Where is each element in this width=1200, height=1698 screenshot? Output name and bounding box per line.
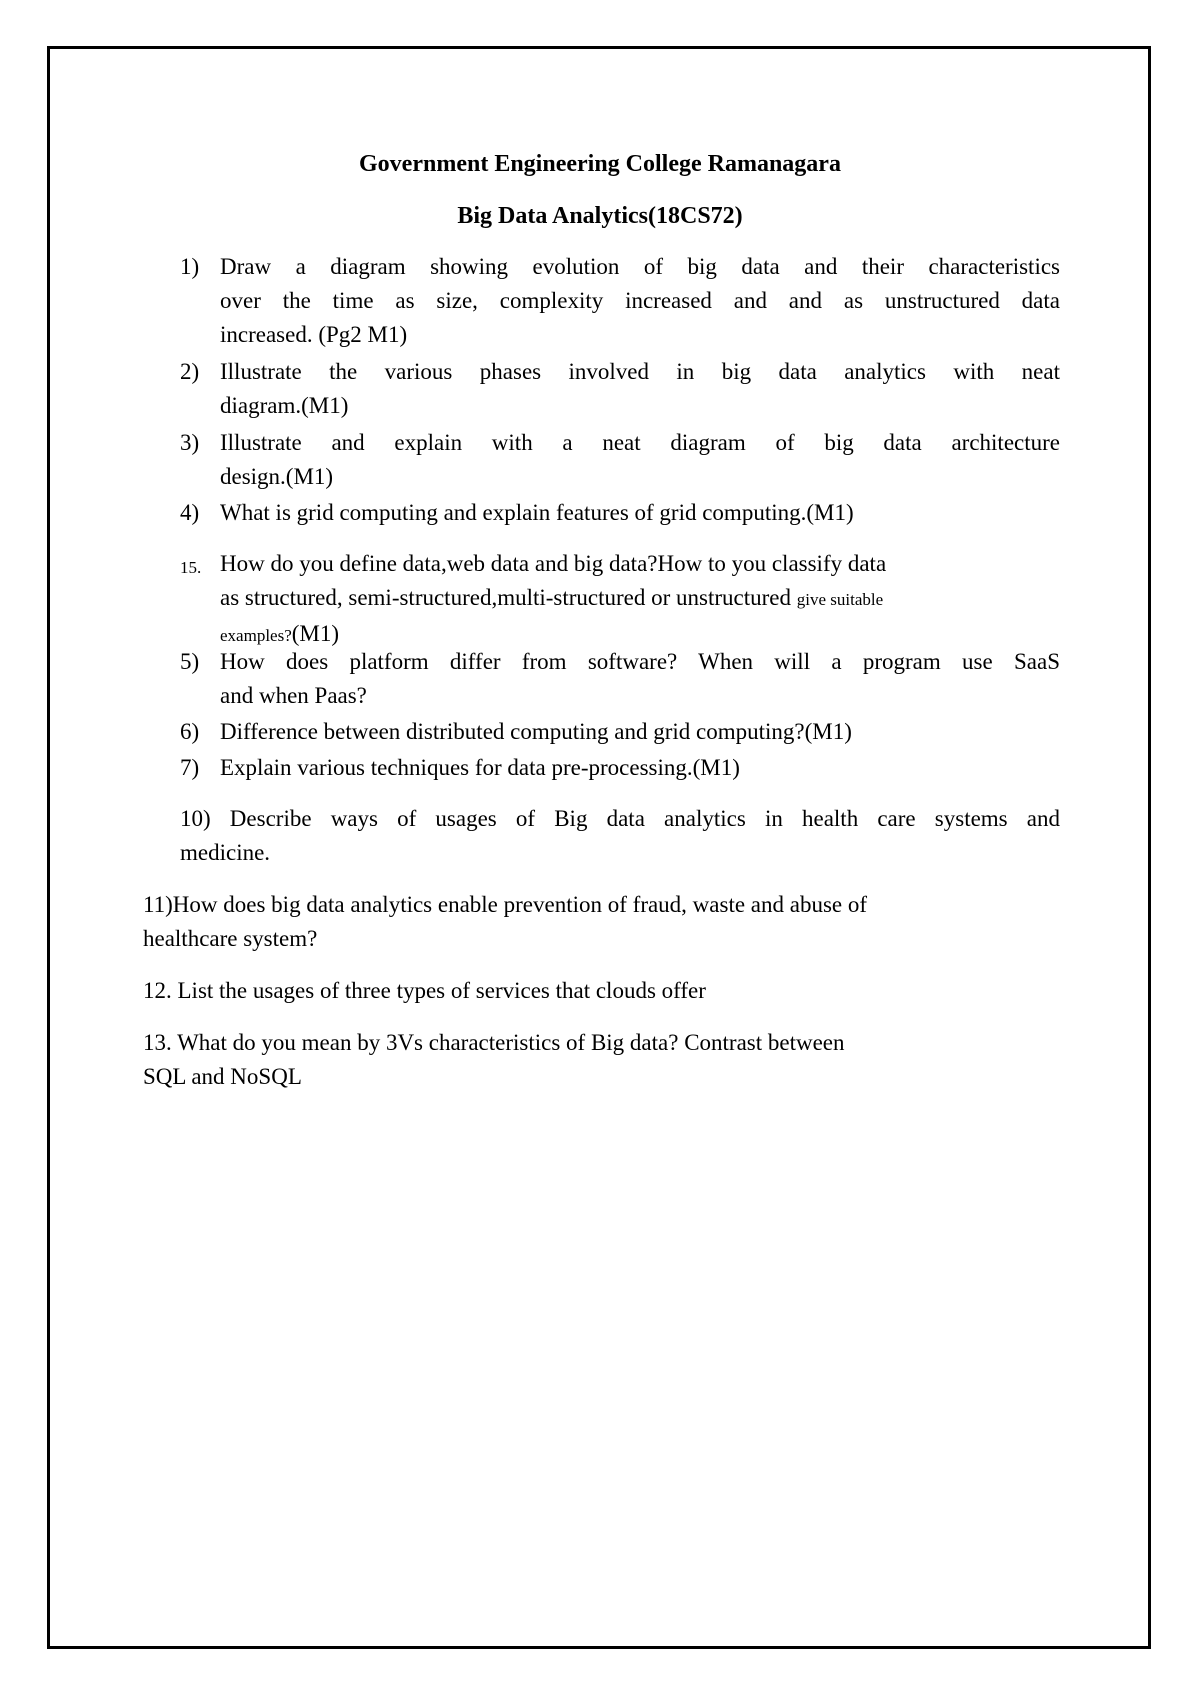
- question-4: [180, 496, 1060, 530]
- question-line: design.(M1): [220, 464, 334, 489]
- college-title: Government Engineering College Ramanagara: [359, 151, 841, 177]
- question-number: 4): [180, 500, 200, 525]
- question-number: 2): [180, 359, 200, 384]
- question-line-small: give suitable: [796, 590, 884, 609]
- question-11: [143, 888, 1060, 956]
- question-number: 1): [180, 254, 200, 279]
- question-line: What is grid computing and explain features of grid computing.(M1): [220, 500, 854, 525]
- question-number: 5): [180, 649, 200, 674]
- question-line: [220, 581, 1060, 617]
- question-line: diagram.(M1): [220, 393, 349, 418]
- question-line: Draw a diagram showing evolution of big data and their characteristics: [220, 254, 1060, 279]
- question-line: Difference between distributed computing and grid computing?(M1): [220, 719, 852, 744]
- question-line: increased. (Pg2 M1): [220, 322, 408, 347]
- question-line: How do you define data,web data and big data?How to you classify data: [220, 551, 887, 576]
- question-line: Illustrate the various phases involved in big data analytics with neat: [220, 359, 1060, 384]
- question-15: [180, 547, 1060, 653]
- question-12: [143, 974, 1060, 1008]
- question-line: SQL and NoSQL: [143, 1064, 302, 1089]
- question-1: [180, 250, 1060, 352]
- question-line: 10) Describe ways of usages of Big data analytics in health care systems and: [180, 806, 1060, 831]
- question-number: 3): [180, 430, 200, 455]
- question-line: How does platform differ from software? When will a program use SaaS: [220, 649, 1060, 674]
- question-5: [180, 645, 1060, 713]
- question-number: 6): [180, 719, 200, 744]
- question-number: 7): [180, 755, 200, 780]
- question-7: [180, 751, 1060, 785]
- question-line: Illustrate and explain with a neat diagram of big data architecture: [220, 430, 1060, 455]
- question-line: medicine.: [180, 840, 271, 865]
- question-line-main: as structured, semi-structured,multi-structured or unstructured: [220, 585, 792, 610]
- question-line-main: (M1): [291, 621, 340, 646]
- question-line-small: examples?: [220, 626, 292, 645]
- question-line: 11)How does big data analytics enable prevention of fraud, waste and abuse of: [143, 892, 868, 917]
- question-6: [180, 715, 1060, 749]
- question-13: [143, 1026, 1060, 1094]
- question-line: 12. List the usages of three types of services that clouds offer: [143, 978, 706, 1003]
- question-10: [180, 802, 1060, 870]
- question-line: Explain various techniques for data pre-processing.(M1): [220, 755, 740, 780]
- question-line: 13. What do you mean by 3Vs characteristics of Big data? Contrast between: [143, 1030, 845, 1055]
- course-title: Big Data Analytics(18CS72): [457, 203, 743, 229]
- question-3: [180, 426, 1060, 494]
- question-2: [180, 355, 1060, 423]
- question-line: healthcare system?: [143, 926, 318, 951]
- question-number: 15.: [180, 558, 202, 577]
- question-line: and when Paas?: [220, 683, 367, 708]
- question-line: over the time as size, complexity increased and and as unstructured data: [220, 288, 1060, 313]
